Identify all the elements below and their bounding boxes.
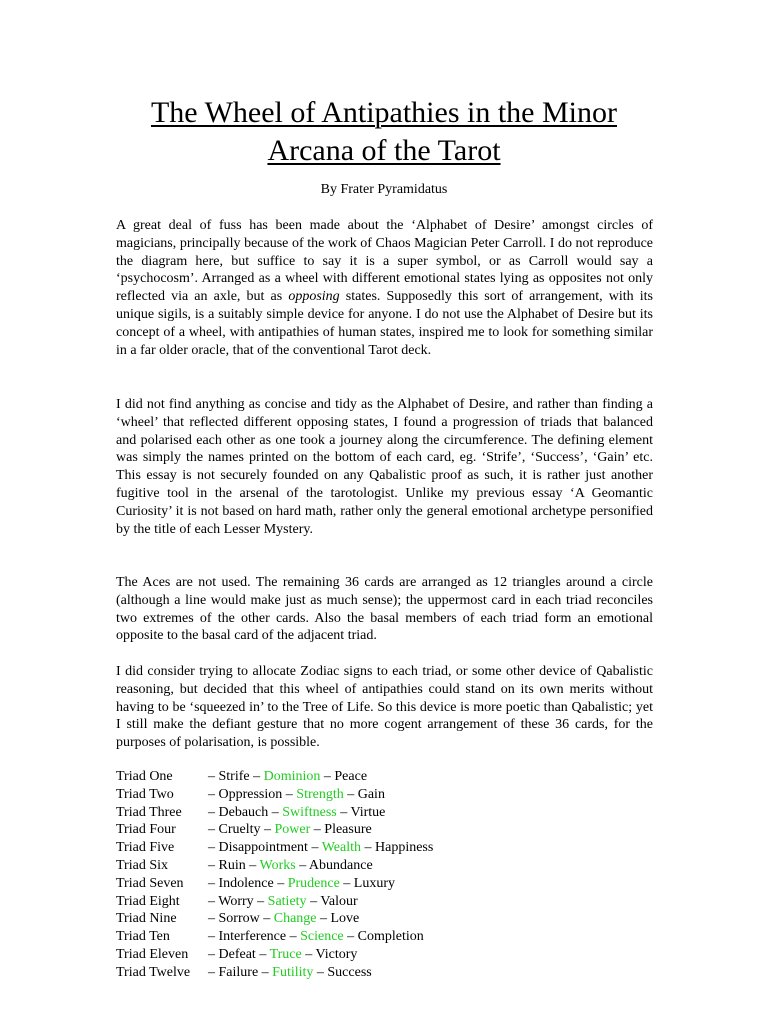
paragraph-intro-part-b: states. Supposedly this sort of arrangement, with its unique sigils, is a suitably simple device for anyone. I do not use the Alphabet of Desire but its concept of a wheel, with antipathies of human states, inspired me to look for something similar in a far older oracle, that of the conventional Tarot deck. bbox=[116, 289, 653, 358]
triad-card-first: Strife bbox=[218, 769, 250, 784]
triad-card-middle: Satiety bbox=[267, 893, 307, 909]
triad-list bbox=[116, 768, 653, 982]
triad-card-first: Cruelty bbox=[218, 822, 261, 838]
triad-card-middle: Dominion bbox=[263, 769, 321, 784]
triad-sequence: – Worry – Satiety – Valour bbox=[208, 893, 358, 909]
triad-name: Triad Eight bbox=[116, 893, 180, 909]
triad-name: Triad One bbox=[116, 769, 173, 784]
triad-card-first: Oppression bbox=[218, 786, 283, 802]
paragraph-aces: The Aces are not used. The remaining 36 cards are arranged as 12 triangles around a circle (although a line would make just as much sense); the uppermost card in each triad reconciles two extremes of the other cards. Also the basal members of each triad form an emotional opposite to the basal card of the adjacent triad. bbox=[116, 575, 653, 644]
triad-card-first: Indolence bbox=[218, 875, 274, 891]
paragraph-zodiac: I did consider trying to allocate Zodiac signs to each triad, or some other device of Qabalistic reasoning, but decided that this wheel of antipathies could stand on its own merits without having to be ‘squeezed in’ to the Tree of Life. So this device is more poetic than Qabalistic; yet I still make the defiant gesture that no more cogent arrangement of these 36 cards, for the purposes of polarisation, is possible. bbox=[116, 664, 653, 751]
emphasis-opposing: opposing bbox=[288, 289, 340, 305]
paragraph-intro-part-a: A great deal of fuss has been made about the ‘Alphabet of Desire’ amongst circles of magicians, principally because of the work of Chaos Magician Peter Carroll. I do not reproduce the diagram here, but suffice to say it is a super symbol, or as Carroll would say a ‘psychocosm’. Arranged as a wheel with different emotional states lying as opposites not only reflected via an axle, but as bbox=[116, 218, 653, 305]
triad-sequence: – Failure – Futility – Success bbox=[208, 964, 372, 980]
triad-card-last: Virtue bbox=[350, 804, 386, 820]
paragraph-wheel: I did not find anything as concise and tidy as the Alphabet of Desire, and rather than finding a ‘wheel’ that reflected different opposing states, I found a progression of triads that balanced and polarised each other as one took a journey along the circumference. The defining element was simply the names printed on the bottom of each card, eg. ‘Strife’, ‘Success’, ‘Gain’ etc. This essay is not securely founded on any Qabalistic proof as such, it is rather just another fugitive tool in the arsenal of the tarotologist. Unlike my previous essay ‘A Geomantic Curiosity’ it is not based on hard math, rather only the general emotional archetype personified by the title of each Lesser Mystery. bbox=[116, 397, 653, 537]
triad-card-middle: Swiftness bbox=[282, 804, 337, 820]
triad-row bbox=[116, 893, 653, 911]
triad-row bbox=[116, 910, 653, 928]
triad-sequence: – Cruelty – Power – Pleasure bbox=[208, 822, 372, 838]
triad-name: Triad Four bbox=[116, 822, 176, 838]
triad-card-last: Love bbox=[330, 911, 360, 927]
triad-row bbox=[116, 875, 653, 893]
triad-card-first: Debauch bbox=[218, 804, 269, 820]
triad-name: Triad Nine bbox=[116, 911, 177, 927]
triad-row bbox=[116, 964, 653, 982]
triad-name: Triad Two bbox=[116, 786, 174, 802]
triad-row bbox=[116, 857, 653, 875]
author-byline: By Frater Pyramidatus bbox=[320, 182, 448, 197]
triad-card-last: Valour bbox=[320, 893, 358, 909]
triad-card-last: Success bbox=[327, 964, 372, 980]
triad-name: Triad Six bbox=[116, 857, 169, 873]
triad-card-middle: Science bbox=[300, 929, 344, 945]
triad-sequence: – Sorrow – Change – Love bbox=[208, 911, 360, 927]
triad-row bbox=[116, 786, 653, 804]
document-title bbox=[100, 94, 668, 170]
triad-card-last: Pleasure bbox=[324, 822, 372, 838]
triad-sequence: – Indolence – Prudence – Luxury bbox=[208, 875, 396, 891]
triad-card-first: Ruin bbox=[218, 857, 246, 873]
triad-card-middle: Strength bbox=[296, 786, 344, 802]
triad-name: Triad Five bbox=[116, 840, 175, 856]
triad-card-middle: Power bbox=[274, 822, 311, 838]
triad-card-first: Interference bbox=[218, 929, 287, 945]
triad-name: Triad Ten bbox=[116, 929, 170, 945]
triad-card-middle: Wealth bbox=[321, 840, 361, 856]
triad-sequence: – Ruin – Works – Abundance bbox=[208, 857, 373, 873]
triad-card-last: Happiness bbox=[375, 840, 434, 856]
triad-card-first: Defeat bbox=[218, 946, 256, 962]
triad-sequence: – Strife – Dominion – Peace bbox=[208, 769, 368, 784]
triad-row bbox=[116, 928, 653, 946]
triad-card-first: Sorrow bbox=[218, 911, 260, 927]
triad-row bbox=[116, 821, 653, 839]
triad-card-first: Failure bbox=[218, 964, 259, 980]
triad-sequence: – Debauch – Swiftness – Virtue bbox=[208, 804, 386, 820]
triad-card-last: Luxury bbox=[353, 875, 396, 891]
triad-row bbox=[116, 804, 653, 822]
triad-card-middle: Truce bbox=[269, 946, 302, 962]
triad-row bbox=[116, 839, 653, 857]
triad-name: Triad Eleven bbox=[116, 946, 189, 962]
triad-sequence: – Defeat – Truce – Victory bbox=[208, 946, 358, 962]
triad-row bbox=[116, 768, 653, 786]
triad-name: Triad Seven bbox=[116, 875, 184, 891]
paragraph-intro bbox=[116, 217, 653, 359]
triad-card-last: Abundance bbox=[308, 857, 373, 873]
triad-card-middle: Futility bbox=[272, 964, 314, 980]
title-line-1: The Wheel of Antipathies in the Minor bbox=[150, 96, 617, 129]
triad-card-last: Gain bbox=[357, 786, 385, 802]
triad-card-first: Worry bbox=[218, 893, 254, 909]
triad-card-middle: Works bbox=[259, 857, 296, 873]
triad-row bbox=[116, 946, 653, 964]
triad-name: Triad Twelve bbox=[116, 964, 191, 980]
triad-sequence: – Disappointment – Wealth – Happiness bbox=[208, 840, 434, 856]
triad-card-first: Disappointment bbox=[218, 840, 308, 856]
triad-sequence: – Interference – Science – Completion bbox=[208, 929, 424, 945]
title-line-2: Arcana of the Tarot bbox=[267, 134, 501, 167]
triad-card-last: Completion bbox=[357, 929, 424, 945]
triad-card-middle: Prudence bbox=[287, 875, 340, 891]
triad-card-last: Peace bbox=[334, 769, 368, 784]
triad-sequence: – Oppression – Strength – Gain bbox=[208, 786, 385, 802]
triad-card-middle: Change bbox=[273, 911, 317, 927]
triad-card-last: Victory bbox=[315, 946, 358, 962]
triad-name: Triad Three bbox=[116, 804, 182, 820]
